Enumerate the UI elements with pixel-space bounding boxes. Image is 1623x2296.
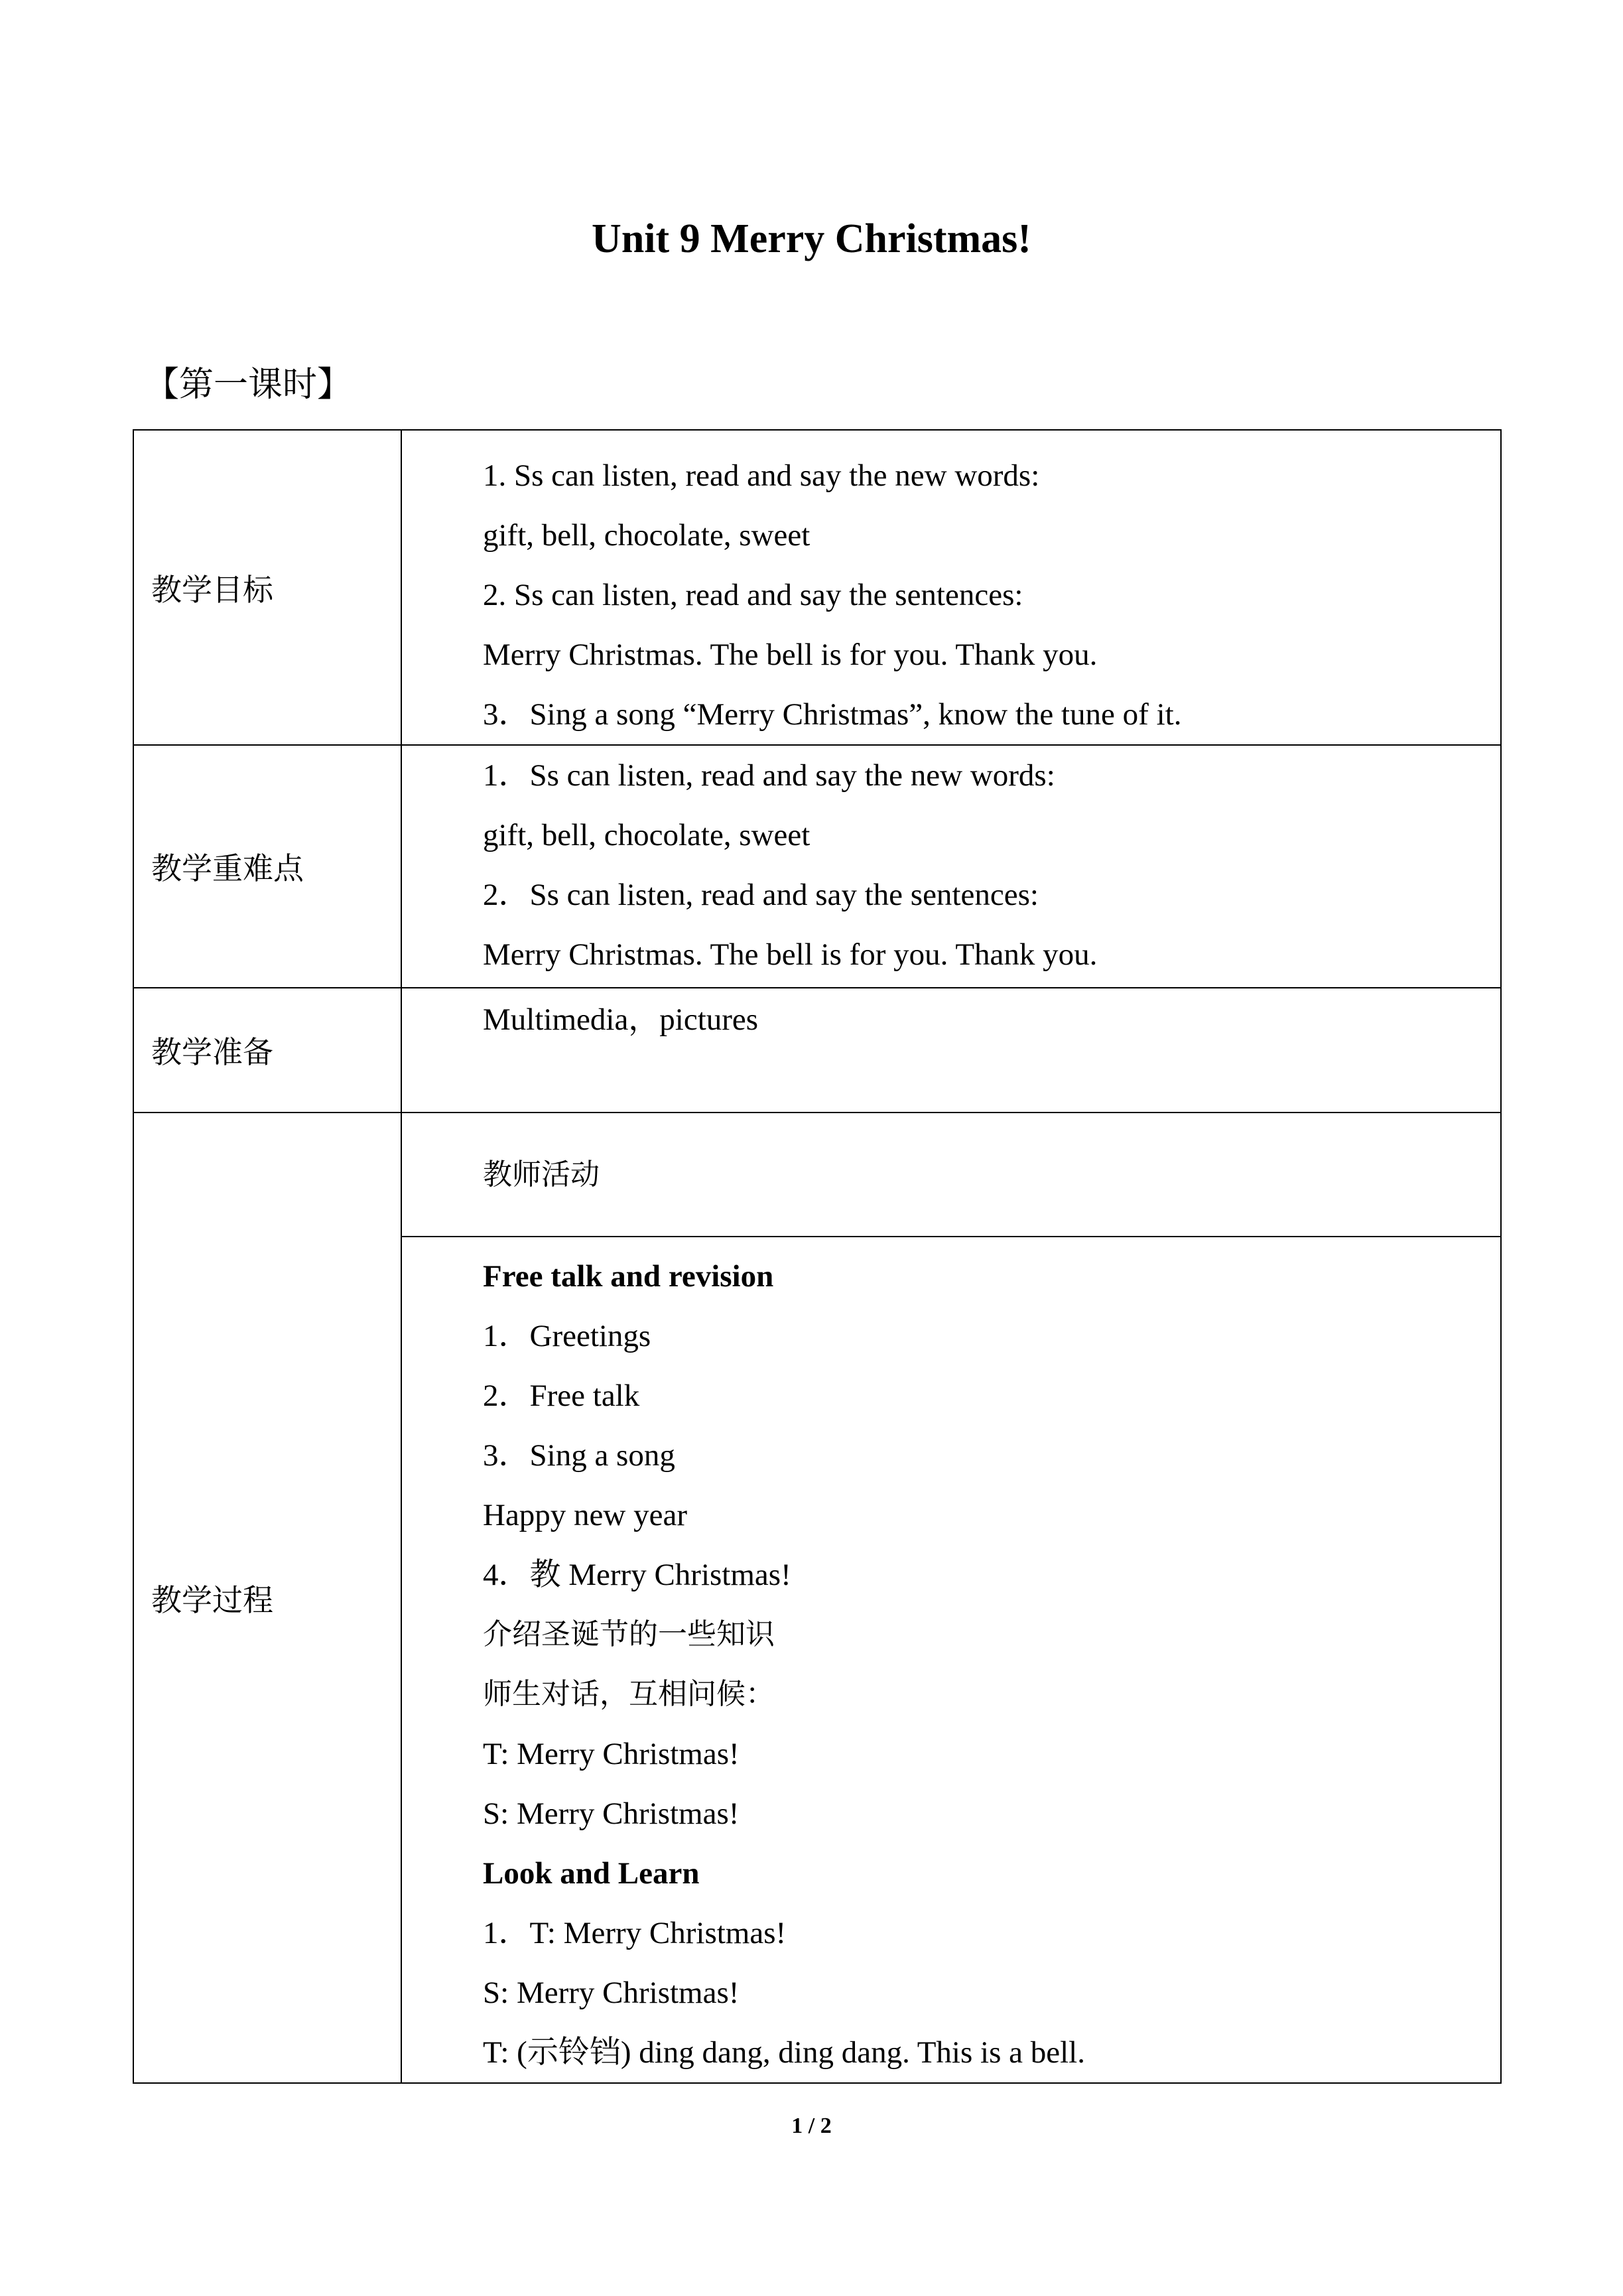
teacher-activity-header: 教师活动: [483, 1157, 600, 1191]
objectives-content: [401, 430, 1501, 745]
section-heading-free-talk: Free talk and revision: [483, 1259, 774, 1294]
process-content: [401, 1237, 1501, 2083]
objectives-label: 教学目标: [133, 430, 401, 745]
preparation-label: 教学准备: [133, 988, 401, 1113]
process-label: 教学过程: [133, 1113, 401, 2083]
process-header-row: [133, 1113, 1501, 1237]
objectives-line-3: 2. Ss can listen, read and say the sentences:: [483, 578, 1023, 612]
key-points-line-1: 1．Ss can listen, read and say the new words:: [483, 758, 1055, 793]
key-points-line-3: 2．Ss can listen, read and say the sentences:: [483, 878, 1039, 912]
page-number: 1 / 2: [791, 2114, 832, 2138]
process-line-6: 4．教 Merry Christmas!: [483, 1558, 791, 1592]
process-line-4: 3．Sing a song: [483, 1438, 675, 1473]
process-line-3: 2．Free talk: [483, 1379, 640, 1413]
process-line-9: T: Merry Christmas!: [483, 1737, 740, 1771]
preparation-content: [401, 988, 1501, 1113]
key-points-line-4: Merry Christmas. The bell is for you. Thank you.: [483, 937, 1098, 972]
preparation-row: [133, 988, 1501, 1113]
lesson-tag: 【第一课时】: [145, 365, 352, 405]
process-line-8: 师生对话，互相问候：: [483, 1677, 775, 1711]
process-line-14: T: (示铃铛) ding dang, ding dang. This is a bell.: [483, 2035, 1085, 2070]
process-line-12: 1．T: Merry Christmas!: [483, 1916, 787, 1950]
objectives-line-5: 3．Sing a song “Merry Christmas”, know the tune of it.: [483, 697, 1182, 732]
preparation-text: Multimedia，pictures: [483, 1002, 759, 1037]
process-header: [401, 1113, 1501, 1237]
objectives-line-2: gift, bell, chocolate, sweet: [483, 518, 811, 553]
key-points-row: [133, 745, 1501, 988]
process-line-13: S: Merry Christmas!: [483, 1976, 740, 2010]
key-points-content: [401, 745, 1501, 988]
key-points-label: 教学重难点: [133, 745, 401, 988]
objectives-line-4: Merry Christmas. The bell is for you. Thank you.: [483, 638, 1098, 672]
process-line-2: 1．Greetings: [483, 1319, 651, 1353]
process-line-5: Happy new year: [483, 1498, 687, 1532]
lesson-plan-table: [133, 429, 1502, 2084]
objectives-line-1: 1. Ss can listen, read and say the new words:: [483, 458, 1040, 493]
key-points-line-2: gift, bell, chocolate, sweet: [483, 818, 811, 852]
document-title: Unit 9 Merry Christmas!: [592, 216, 1031, 261]
section-heading-look-and-learn: Look and Learn: [483, 1856, 700, 1891]
process-line-7: 介绍圣诞节的一些知识: [483, 1617, 775, 1651]
process-line-10: S: Merry Christmas!: [483, 1796, 740, 1831]
objectives-row: [133, 430, 1501, 745]
